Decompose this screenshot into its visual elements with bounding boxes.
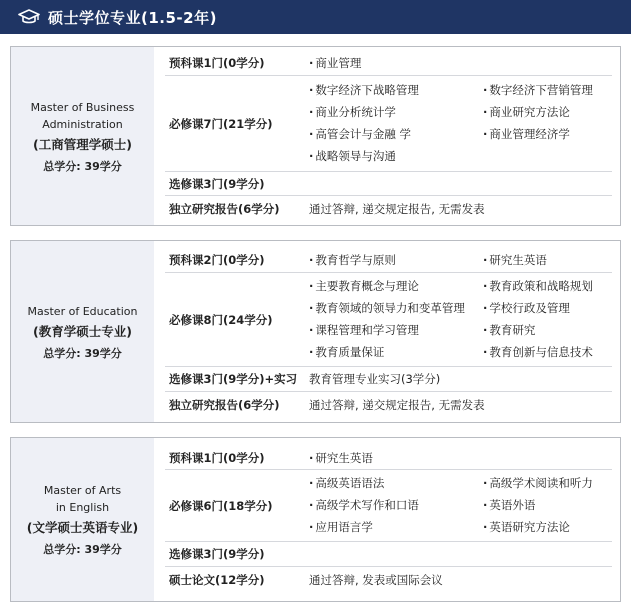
row-label: 预科课2门(0学分)	[169, 253, 265, 267]
row-label: 必修课7门(21学分)	[169, 116, 273, 131]
program-name-cn: (文学硕士英语专业)	[26, 520, 139, 535]
course-item: · 数字经济下战略管理	[309, 82, 419, 98]
course-item: · 高管会计与金融 学	[309, 126, 411, 142]
course-item: · 教育领域的领导力和变革管理	[309, 300, 465, 316]
program-card-education	[10, 240, 621, 423]
graduation-cap-icon	[18, 8, 40, 26]
row-label: 选修课3门(9学分)	[169, 547, 265, 561]
total-credits: 总学分: 39学分	[43, 543, 122, 556]
row-label: 硕士论文(12学分)	[169, 573, 265, 587]
total-credits: 总学分: 39学分	[43, 346, 122, 360]
program-name-en: Master of Business Administration	[30, 100, 135, 131]
row-label: 预科课1门(0学分)	[169, 56, 265, 70]
row-label: 选修课3门(9学分)	[169, 176, 265, 191]
course-item: · 英语研究方法论	[483, 519, 570, 535]
row-label: 必修课6门(18学分)	[169, 498, 273, 513]
course-row-elective	[165, 542, 612, 567]
program-name-cn: (工商管理学硕士)	[33, 136, 132, 152]
course-item: · 学校行政及管理	[483, 300, 570, 316]
program-card-english	[10, 437, 621, 602]
course-item: · 应用语言学	[309, 519, 373, 535]
row-label: 选修课3门(9学分)+实习	[169, 372, 298, 386]
page-header	[0, 0, 631, 34]
program-name-en: Master of Arts in English	[43, 484, 122, 514]
row-text: 通过答辩, 发表或国际会议	[309, 573, 443, 587]
program-name-en: Master of Education	[27, 304, 138, 318]
row-label: 必修课8门(24学分)	[169, 312, 273, 327]
course-item: · 高级学术写作和口语	[309, 497, 419, 513]
course-item: · 商业分析统计学	[309, 104, 396, 120]
course-row-prep	[165, 248, 612, 273]
course-row-required	[165, 273, 612, 367]
course-row-report	[165, 196, 612, 221]
course-row-elective	[165, 172, 612, 196]
course-item: · 课程管理和学习管理	[309, 322, 419, 338]
course-item: · 教育研究	[483, 322, 535, 338]
course-item: · 主要教育概念与理论	[309, 278, 419, 294]
row-label: 独立研究报告(6学分)	[169, 201, 280, 216]
course-row-report	[165, 392, 612, 418]
row-text: 通过答辩, 递交规定报告, 无需发表	[309, 201, 485, 216]
course-row-thesis	[165, 567, 612, 593]
course-item: · 教育哲学与原则	[309, 252, 396, 268]
course-row-elective	[165, 367, 612, 392]
course-item: · 教育质量保证	[309, 344, 384, 360]
course-row-prep	[165, 446, 612, 470]
course-item: · 商业管理	[309, 55, 361, 71]
course-row-required	[165, 470, 612, 542]
course-item: · 研究生英语	[483, 252, 547, 268]
course-item: · 教育政策和战略规划	[483, 278, 593, 294]
course-item: · 商业研究方法论	[483, 104, 570, 120]
course-item: · 教育创新与信息技术	[483, 344, 593, 360]
course-item: · 高级学术阅读和听力	[483, 475, 593, 491]
course-item: · 英语外语	[483, 497, 535, 513]
course-item: · 商业管理经济学	[483, 126, 570, 142]
page-title: 硕士学位专业(1.5-2年)	[48, 8, 217, 27]
course-row-prep	[165, 51, 612, 76]
program-name-cn: (教育学硕士专业)	[33, 323, 132, 339]
row-label: 独立研究报告(6学分)	[169, 398, 280, 412]
row-text: 教育管理专业实习(3学分)	[309, 372, 441, 386]
row-label: 预科课1门(0学分)	[169, 450, 265, 465]
course-item: · 研究生英语	[309, 450, 373, 466]
course-item: · 数字经济下营销管理	[483, 82, 593, 98]
course-item: · 高级英语语法	[309, 475, 384, 491]
total-credits: 总学分: 39学分	[43, 159, 122, 173]
program-summary	[11, 438, 154, 601]
course-item: · 战略领导与沟通	[309, 148, 396, 164]
program-summary	[11, 47, 154, 225]
row-text: 通过答辩, 递交规定报告, 无需发表	[309, 398, 485, 412]
program-summary	[11, 241, 154, 422]
course-row-required	[165, 76, 612, 172]
program-card-mba	[10, 46, 621, 226]
